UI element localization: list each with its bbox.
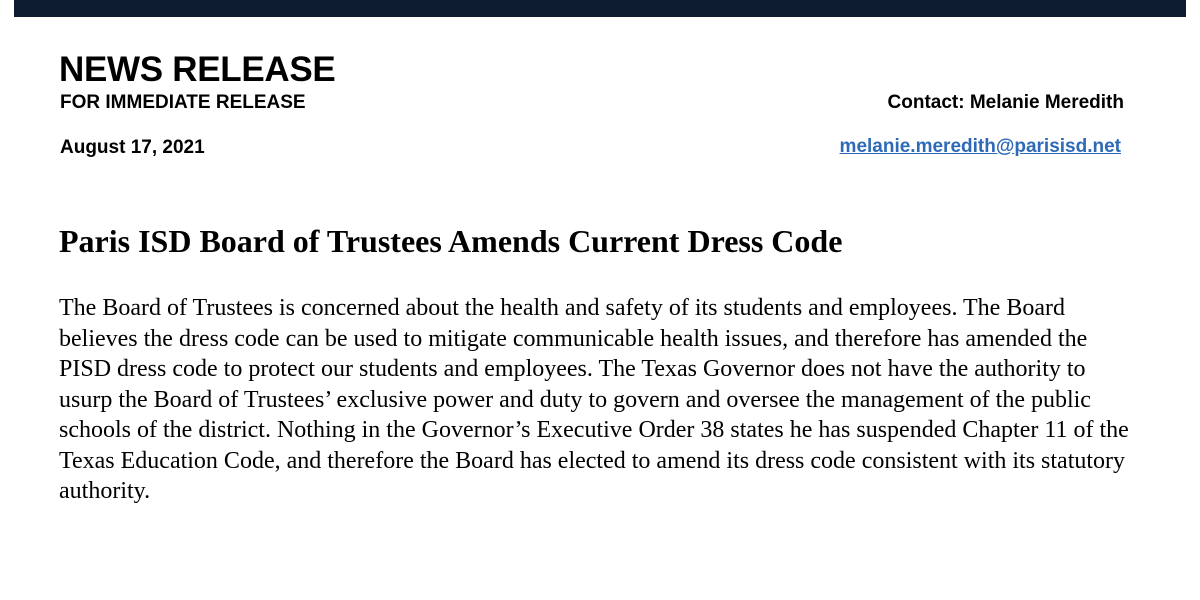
news-release-heading: NEWS RELEASE	[59, 50, 336, 89]
article-body: The Board of Trustees is concerned about the health and safety of its students and employees. The Board believes the dress code can be used to mitigate communicable health issues, and therefore has amended the PISD dress code to protect our students and employees. The Texas Governor does not have the authority to usurp the Board of Trustees’ exclusive power and duty to govern and oversee the management of the public schools of the district. Nothing in the Governor’s Executive Order 38 states he has suspended Chapter 11 of the Texas Education Code, and therefore the Board has elected to amend its dress code consistent with its statutory authority.	[59, 295, 1129, 504]
article-title: Paris ISD Board of Trustees Amends Current Dress Code	[59, 223, 843, 259]
contact-email-link[interactable]: melanie.meredith@parisisd.net	[839, 136, 1121, 157]
release-date: August 17, 2021	[60, 137, 205, 158]
top-banner-bar	[14, 0, 1186, 17]
contact-name: Contact: Melanie Meredith	[887, 92, 1124, 113]
release-type-label: FOR IMMEDIATE RELEASE	[60, 92, 306, 113]
